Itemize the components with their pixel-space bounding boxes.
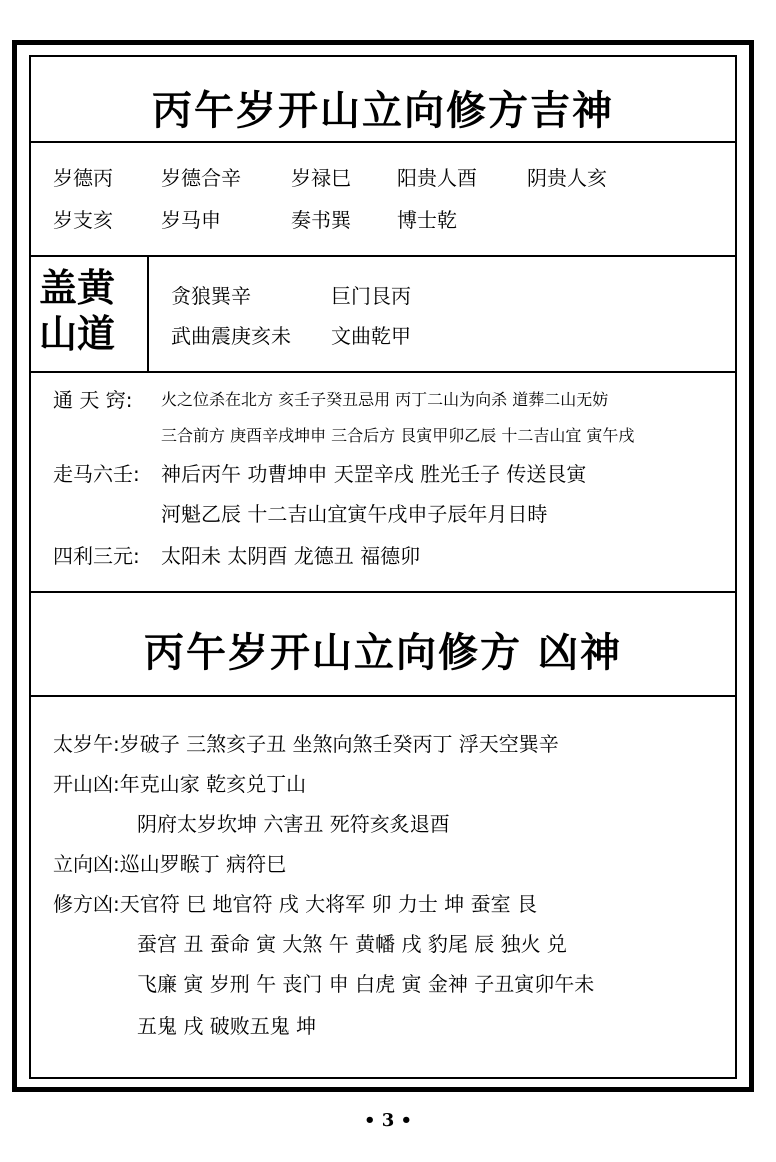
auspicious-item: 岁德丙	[53, 166, 113, 190]
auspicious-item: 阳贵人酉	[397, 166, 477, 190]
divider	[31, 371, 735, 373]
xiufang-line: 飞廉 寅 岁刑 午 丧门 申 白虎 寅 金神 子丑寅卯午未	[137, 972, 595, 996]
sili-line: 太阳未 太阴酉 龙德丑 福德卯	[161, 544, 421, 568]
divider	[31, 591, 735, 593]
auspicious-title: 丙午岁开山立向修方吉神	[152, 88, 614, 134]
divider	[31, 141, 735, 143]
auspicious-item: 岁支亥	[53, 208, 113, 232]
tongtian-line: 火之位杀在北方 亥壬子癸丑忌用 丙丁二山为向杀 道葬二山无妨	[161, 390, 609, 409]
zouma-line: 河魁乙辰 十二吉山宜寅午戌申子辰年月日時	[161, 502, 548, 526]
kaishan-line: 阴府太岁坎坤 六害丑 死符亥炙退酉	[137, 812, 450, 836]
divider	[31, 255, 735, 257]
auspicious-item: 阴贵人亥	[527, 166, 607, 190]
auspicious-item: 岁马申	[161, 208, 221, 232]
gaihuang-heading-top: 盖黄	[39, 265, 116, 310]
gaihuang-item: 巨门艮丙	[331, 284, 411, 308]
auspicious-item: 岁禄巳	[291, 166, 351, 190]
gaihuang-heading-bottom: 山道	[39, 311, 116, 356]
inauspicious-title: 丙午岁开山立向修方 凶神	[144, 630, 622, 676]
taisui-line: 太岁午:岁破子 三煞亥子丑 坐煞向煞壬癸丙丁 浮天空巽辛	[53, 732, 559, 756]
xiufang-line: 蚕宫 丑 蚕命 寅 大煞 午 黄幡 戌 豹尾 辰 独火 兑	[137, 932, 567, 956]
zouma-line: 神后丙午 功曹坤申 天罡辛戌 胜光壬子 传送艮寅	[161, 462, 587, 486]
auspicious-item: 岁德合辛	[161, 166, 241, 190]
gaihuang-item: 贪狼巽辛	[171, 284, 251, 308]
page-number: • 3 •	[363, 1110, 413, 1131]
gaihuang-item: 武曲震庚亥未	[171, 324, 291, 348]
xiufang-line: 五鬼 戌 破败五鬼 坤	[137, 1014, 317, 1038]
lixiang-line: 立向凶:巡山罗睺丁 病符巳	[53, 852, 287, 876]
zouma-label: 走马六壬:	[53, 462, 140, 486]
divider	[31, 695, 735, 697]
kaishan-line: 开山凶:年克山家 乾亥兑丁山	[53, 772, 307, 796]
page-border	[12, 40, 754, 1092]
sili-label: 四利三元:	[53, 544, 140, 568]
auspicious-item: 博士乾	[397, 208, 457, 232]
tongtian-label: 通 天 窍:	[53, 388, 133, 412]
content-frame	[29, 55, 737, 1079]
tongtian-line: 三合前方 庚酉辛戌坤申 三合后方 艮寅甲卯乙辰 十二吉山宜 寅午戌	[161, 426, 635, 445]
auspicious-item: 奏书巽	[291, 208, 351, 232]
gaihuang-item: 文曲乾甲	[331, 324, 411, 348]
divider	[147, 255, 149, 371]
xiufang-line: 修方凶:天官符 巳 地官符 戌 大将军 卯 力士 坤 蚕室 艮	[53, 892, 537, 916]
